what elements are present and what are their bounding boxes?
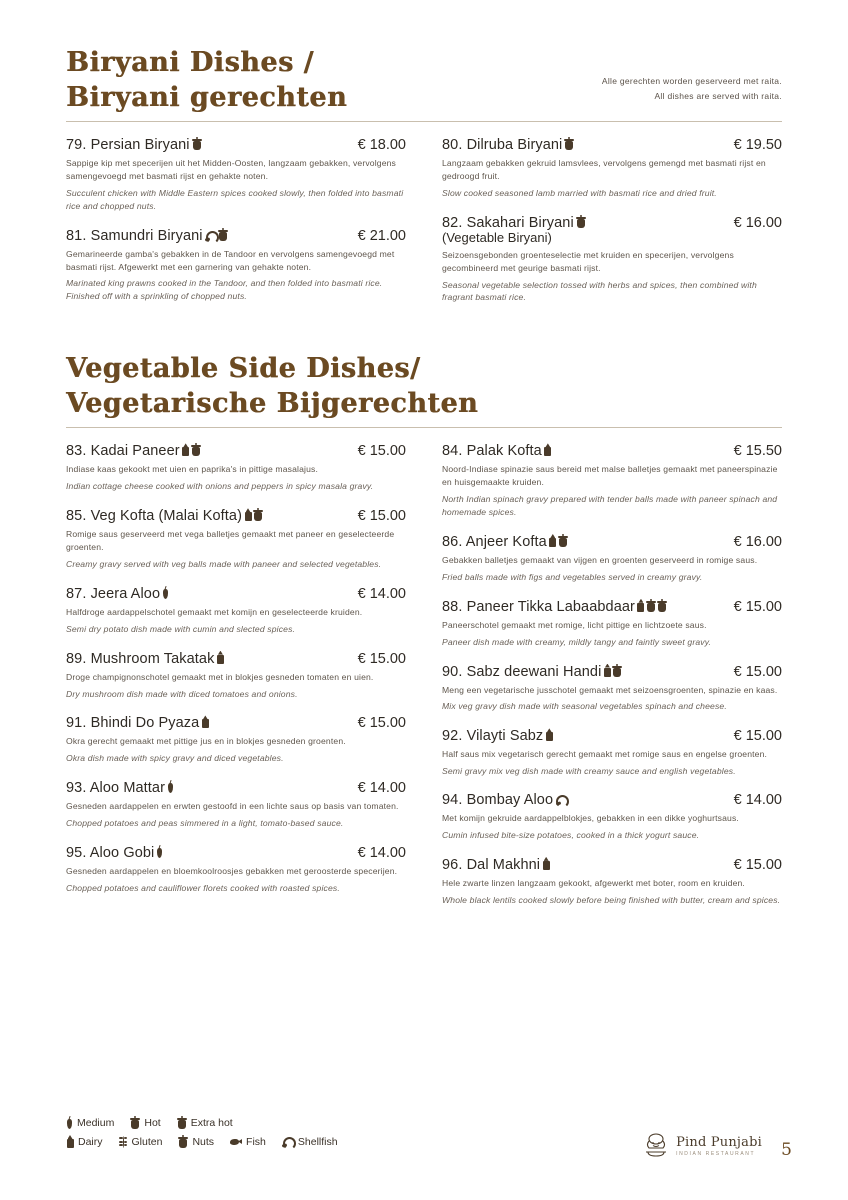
chili-icon — [156, 845, 163, 858]
dairy-icon — [637, 599, 645, 612]
chili-icon — [162, 586, 169, 599]
item-desc-nl: Droge champignonschotel gemaakt met in blokjes gesneden tomaten en uien. — [66, 671, 374, 682]
restaurant-logo — [642, 1132, 762, 1158]
item-desc-en: Cumin infused bite-size potatoes, cooked in a thick yogurt sauce. — [442, 830, 700, 840]
item-price: € 18.00 — [357, 137, 406, 154]
section-title-line-1: Vegetable Side Dishes/ — [66, 353, 421, 385]
item-desc-en: Paneer dish made with creamy, mildly tangy and faintly sweet gravy. — [442, 636, 712, 647]
item-desc-nl: Gemarineerde gamba's gebakken in de Tandoor en vervolgens samengevoegd met basmati rijst. Afgewerkt met een garnering van gehakte noten. — [66, 248, 395, 272]
note-line-en: All dishes are served with raita. — [654, 90, 782, 101]
logo-title: Pind Punjabi — [676, 1134, 762, 1150]
item-desc-nl: Gebakken balletjes gemaakt van vijgen en groenten geserveerd in romige saus. — [442, 554, 758, 565]
item-name: 79. Persian Biryani — [66, 137, 190, 154]
section-title-line-1: Biryani Dishes / — [66, 47, 314, 78]
chili-icon — [167, 780, 174, 793]
dairy-icon — [545, 728, 553, 741]
item-desc-en: Marinated king prawns cooked in the Tandoor, and then folded into basmati rice. Finished off with a sprinkling of chopped nuts. — [66, 278, 383, 302]
pot-icon — [177, 1116, 187, 1129]
item-name: 85. Veg Kofta (Malai Kofta) — [66, 508, 242, 525]
item-desc-nl: Gesneden aardappelen en erwten gestoofd in een lichte saus op basis van tomaten. — [66, 801, 399, 812]
wheat-icon — [119, 1135, 128, 1148]
item-name: 80. Dilruba Biryani — [442, 137, 563, 154]
item-name: 83. Kadai Paneer — [66, 443, 180, 460]
item-desc-nl: Romige saus geserveerd met vega balletjes gemaakt met paneer en geselecteerde groenten. — [66, 529, 395, 553]
item-price: € 14.00 — [357, 585, 406, 602]
chili-icon — [66, 1116, 73, 1129]
dairy-icon — [216, 651, 224, 664]
item-desc-en: Semi dry potato dish made with cumin and slected spices. — [66, 623, 296, 634]
menu-item — [442, 727, 782, 778]
menu-item — [66, 507, 406, 571]
pot-icon — [130, 1116, 140, 1129]
legend-item-fish — [230, 1136, 266, 1148]
item-icons — [637, 599, 667, 612]
pot-icon — [191, 443, 201, 456]
legend-label: Hot — [144, 1116, 161, 1129]
item-desc-nl: Noord-Indiase spinazie saus bereid met malse balletjes gemaakt met paneerspinazie en huisgemaakte kruiden. — [442, 464, 778, 488]
menu-item — [66, 779, 406, 830]
item-desc-nl: Hele zwarte linzen langzaam gekookt, afgewerkt met boter, room en kruiden. — [442, 877, 745, 888]
menu-grid — [56, 136, 792, 318]
menu-column-right — [424, 136, 792, 318]
item-desc-nl: Meng een vegetarische jusschotel gemaakt met seizoensgroenten, spinazie en kaas. — [442, 684, 778, 695]
item-name: 82. Sakahari Biryani — [442, 214, 574, 231]
item-name: 92. Vilayti Sabz — [442, 728, 544, 745]
item-desc-en: Creamy gravy served with veg balls made with paneer and selected vegetables. — [66, 558, 382, 569]
section-title — [66, 46, 347, 115]
legend-label: Medium — [77, 1116, 115, 1129]
item-desc-nl: Half saus mix vegetarisch gerecht gemaakt met romige saus en engelse groenten. — [442, 749, 768, 760]
logo-subtitle: INDIAN RESTAURANT — [676, 1150, 756, 1157]
section-divider — [66, 121, 782, 122]
fish-icon — [230, 1137, 242, 1147]
legend-label: Dairy — [78, 1135, 103, 1148]
menu-item — [442, 663, 782, 714]
menu-item — [442, 214, 782, 305]
page-number: 5 — [781, 1140, 792, 1160]
item-desc-nl: Paneerschotel gemaakt met romige, licht pittige en lichtzoete saus. — [442, 619, 707, 630]
item-price: € 15.00 — [733, 856, 782, 873]
item-desc-nl: Met komijn gekruide aardappelblokjes, gebakken in een dikke yoghurtsaus. — [442, 813, 739, 824]
item-desc-en: Fried balls made with figs and vegetables served in creamy gravy. — [442, 571, 703, 582]
item-icons — [162, 586, 169, 599]
item-desc-en: Dry mushroom dish made with diced tomatoes and onions. — [66, 688, 298, 699]
item-icons — [555, 794, 567, 805]
dairy-icon — [544, 443, 552, 456]
item-price: € 14.00 — [733, 792, 782, 809]
item-desc-nl: Indiase kaas gekookt met uien en paprika's in pittige masalajus. — [66, 464, 319, 475]
item-desc-en: Mix veg gravy dish made with seasonal vegetables spinach and cheese. — [442, 701, 727, 712]
dairy-icon — [66, 1135, 74, 1148]
menu-grid — [56, 442, 792, 920]
legend-item-gluten — [119, 1135, 163, 1148]
item-price: € 15.50 — [733, 443, 782, 460]
item-icons — [244, 508, 263, 521]
shellfish-icon — [282, 1136, 294, 1147]
item-icons — [564, 137, 574, 150]
note-line-nl: Alle gerechten worden geserveerd met raita. — [601, 76, 782, 86]
pot-icon — [178, 1135, 188, 1148]
menu-item — [442, 598, 782, 649]
item-desc-en: Okra dish made with spicy gravy and diced vegetables. — [66, 753, 284, 764]
item-desc-nl: Sappige kip met specerijen uit het Midden-Oosten, langzaam gebakken, vervolgens samengevoegd met basmati rijst en gehakte noten. — [66, 158, 397, 181]
menu-column-left — [56, 136, 424, 318]
item-name: 84. Palak Kofta — [442, 443, 542, 460]
item-price: € 14.00 — [357, 780, 406, 797]
pot-icon — [558, 534, 568, 547]
item-name: 87. Jeera Aloo — [66, 585, 161, 602]
pot-icon — [218, 228, 228, 241]
legend-label: Extra hot — [190, 1116, 233, 1129]
item-icons — [182, 443, 201, 456]
item-desc-en: Indian cottage cheese cooked with onions and peppers in spicy masala gravy. — [66, 481, 374, 492]
item-price: € 16.00 — [733, 214, 782, 231]
item-icons — [216, 651, 224, 664]
legend-label: Gluten — [131, 1135, 163, 1148]
section-title — [66, 352, 478, 421]
item-icons — [542, 857, 550, 870]
item-price: € 21.00 — [357, 227, 406, 244]
menu-item — [442, 792, 782, 842]
item-icons — [167, 780, 174, 793]
pot-icon — [657, 599, 667, 612]
section-vegetable-sides — [56, 352, 792, 920]
item-desc-en: Slow cooked seasoned lamb married with basmati rice and dried fruit. — [442, 187, 717, 198]
section-note — [602, 46, 782, 104]
item-name: 89. Mushroom Takatak — [66, 650, 215, 667]
item-name: 93. Aloo Mattar — [66, 780, 166, 797]
menu-item — [66, 442, 406, 493]
item-price: € 15.00 — [357, 650, 406, 667]
menu-item — [66, 844, 406, 895]
dairy-icon — [549, 534, 557, 547]
item-desc-en: Chopped potatoes and cauliflower florets cooked with roasted spices. — [66, 882, 340, 893]
item-name: 86. Anjeer Kofta — [442, 533, 547, 550]
item-price: € 15.00 — [733, 598, 782, 615]
legend-row-spice — [66, 1116, 350, 1129]
item-icons — [156, 845, 163, 858]
item-name: 96. Dal Makhni — [442, 856, 541, 873]
item-icons — [192, 137, 202, 150]
item-icons — [205, 228, 228, 241]
section-title-line-2: Biryani gerechten — [66, 81, 348, 113]
pot-icon — [646, 599, 656, 612]
section-title-line-2: Vegetarische Bijgerechten — [66, 387, 479, 419]
item-desc-en: Succulent chicken with Middle Eastern spices cooked slowly, then folded into basmati rice and chopped nuts. — [66, 187, 404, 211]
logo-text — [676, 1134, 762, 1157]
item-desc-en: Seasonal vegetable selection tossed with herbs and spices, then combined with fragrant basmati rice. — [442, 279, 757, 303]
item-name: 81. Samundri Biryani — [66, 227, 203, 244]
section-biryani — [56, 46, 792, 318]
dairy-icon — [603, 664, 611, 677]
menu-item — [66, 714, 406, 765]
dairy-icon — [201, 715, 209, 728]
item-icons — [576, 215, 586, 228]
menu-item — [66, 227, 406, 304]
legend-item-dairy — [66, 1135, 103, 1148]
item-name: 91. Bhindi Do Pyaza — [66, 715, 200, 732]
legend-item-medium — [66, 1116, 114, 1129]
item-icons — [201, 715, 209, 728]
pot-icon — [253, 508, 263, 521]
allergen-legend — [66, 1116, 350, 1154]
section-header — [56, 352, 792, 421]
item-name: 94. Bombay Aloo — [442, 792, 554, 809]
item-desc-nl: Halfdroge aardappelschotel gemaakt met komijn en geselecteerde kruiden. — [66, 606, 363, 617]
menu-column-right — [424, 442, 792, 920]
item-price: € 14.00 — [357, 845, 406, 861]
section-divider — [66, 427, 782, 428]
pot-icon — [564, 137, 574, 150]
section-header — [56, 46, 792, 115]
legend-label: Shellfish — [297, 1135, 338, 1148]
item-desc-nl: Langzaam gebakken gekruid lamsvlees, vervolgens gemengd met basmati rijst en gedroogd fruit. — [442, 158, 766, 181]
item-price: € 15.00 — [733, 663, 782, 680]
item-name: 88. Paneer Tikka Labaabdaar — [442, 598, 635, 615]
item-price: € 15.00 — [357, 443, 406, 460]
legend-item-nuts — [178, 1135, 214, 1148]
item-price: € 15.00 — [733, 728, 782, 745]
item-desc-nl: Okra gerecht gemaakt met pittige jus en in blokjes gesneden groenten. — [66, 736, 346, 747]
item-desc-en: Chopped potatoes and peas simmered in a light, tomato-based sauce. — [66, 818, 344, 829]
item-desc-en: North Indian spinach gravy prepared with tender balls made with paneer spinach and homemade spices. — [442, 494, 778, 518]
legend-item-shellfish — [282, 1136, 338, 1148]
item-subname: (Vegetable Biryani) — [442, 229, 552, 245]
menu-item — [66, 650, 406, 701]
item-desc-en: Whole black lentils cooked slowly before being finished with butter, cream and spices. — [442, 894, 781, 905]
item-icons — [544, 443, 552, 456]
legend-row-allergens — [66, 1135, 350, 1148]
menu-item — [442, 136, 782, 200]
shellfish-icon — [555, 794, 567, 805]
item-price: € 15.00 — [357, 715, 406, 732]
menu-item — [442, 442, 782, 519]
menu-item — [66, 136, 406, 213]
item-name: 95. Aloo Gobi — [66, 845, 155, 861]
dairy-icon — [542, 857, 550, 870]
legend-label: Nuts — [192, 1135, 215, 1148]
item-desc-nl: Seizoensgebonden groenteselectie met kruiden en specerijen, vervolgens gecombineerd met geurige basmati rijst. — [442, 249, 734, 273]
pot-icon — [612, 664, 622, 677]
item-icons — [549, 534, 568, 547]
item-price: € 16.00 — [733, 533, 782, 550]
item-desc-en: Semi gravy mix veg dish made with creamy sauce and english vegetables. — [442, 766, 736, 777]
item-desc-nl: Gesneden aardappelen en bloemkoolroosjes gebakken met geroosterde specerijen. — [66, 866, 398, 876]
menu-item — [66, 585, 406, 636]
chef-logo-icon — [642, 1132, 670, 1158]
pot-icon — [576, 215, 586, 228]
legend-item-hot — [130, 1116, 160, 1129]
dairy-icon — [182, 443, 190, 456]
menu-item — [442, 533, 782, 584]
shellfish-icon — [205, 230, 217, 241]
item-icons — [603, 664, 622, 677]
legend-label: Fish — [246, 1135, 266, 1148]
item-icons — [545, 728, 553, 741]
menu-column-left — [56, 442, 424, 920]
dairy-icon — [244, 508, 252, 521]
item-name: 90. Sabz deewani Handi — [442, 663, 602, 680]
menu-item — [442, 856, 782, 907]
item-price: € 19.50 — [733, 137, 782, 154]
pot-icon — [192, 137, 202, 150]
legend-item-extra-hot — [177, 1116, 233, 1129]
item-price: € 15.00 — [357, 508, 406, 525]
